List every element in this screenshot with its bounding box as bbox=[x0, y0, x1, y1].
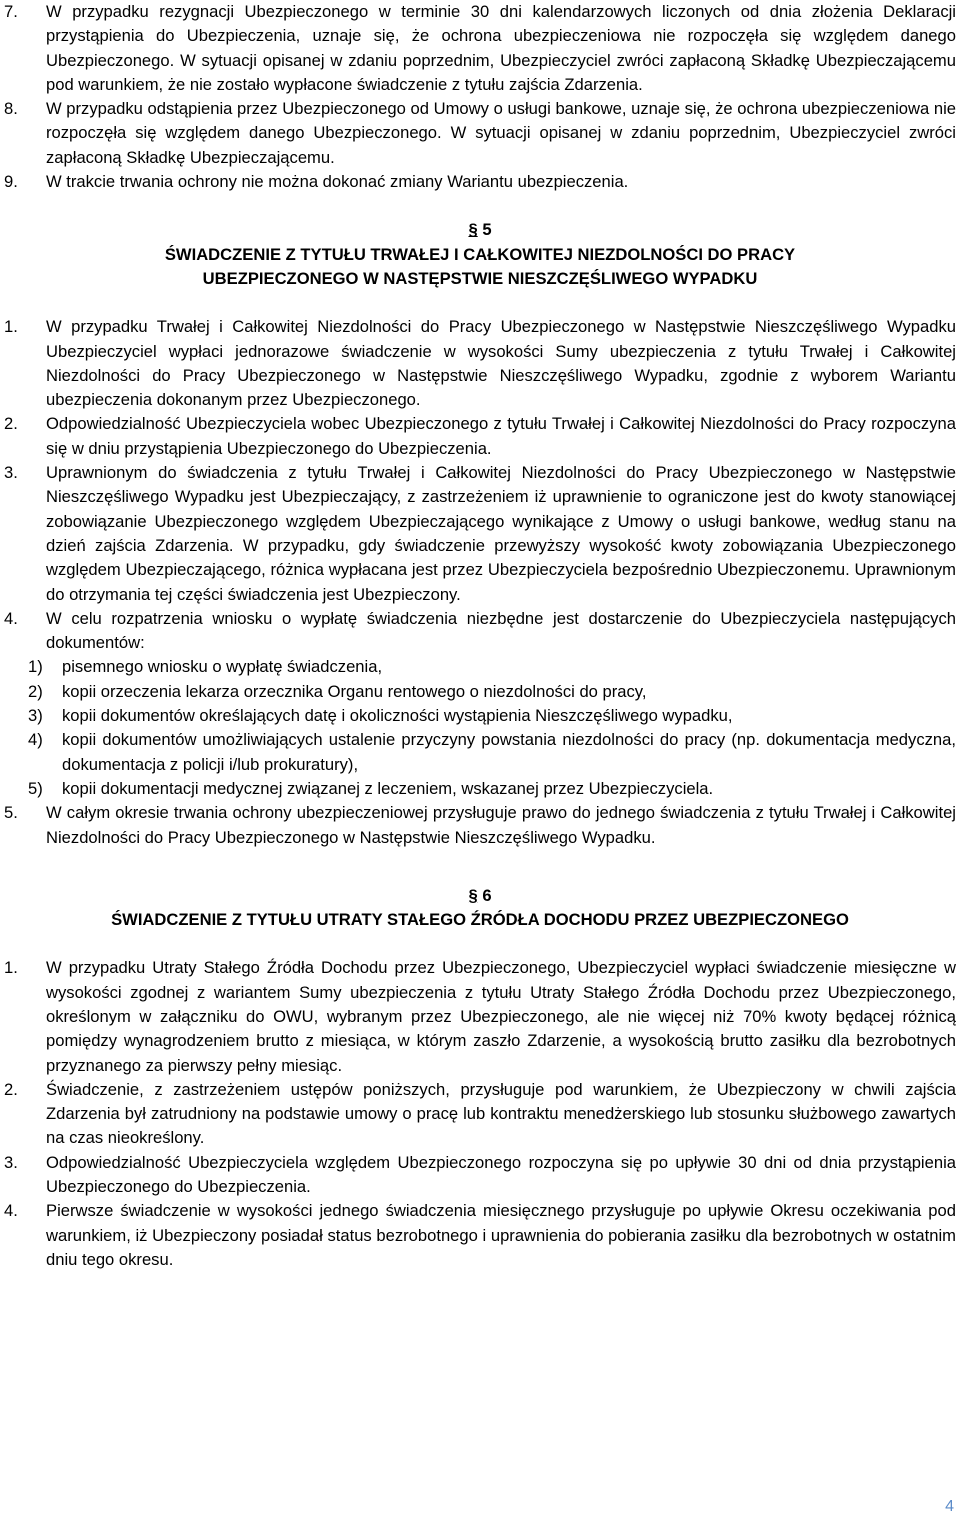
item-text: Pierwsze świadczenie w wysokości jednego świadczenia miesięcznego przysługuje po upływie Okresu oczekiwania pod warunkiem, iż Ubezpieczony posiadał status bezrobotnego i uprawnienia do pobierania zasiłku dla bezrobotnych w ostatnim dniu tego okresu. bbox=[46, 1201, 956, 1269]
section-5-number bbox=[0, 218, 960, 242]
previous-section-items bbox=[0, 0, 960, 194]
item-number: 3. bbox=[4, 463, 18, 483]
item-number: 9. bbox=[4, 172, 18, 192]
list-item bbox=[0, 315, 960, 412]
list-item bbox=[0, 607, 960, 656]
section-5-items bbox=[0, 315, 960, 850]
section-5-heading bbox=[0, 218, 960, 291]
item-number: 7. bbox=[4, 2, 18, 21]
item-text: W trakcie trwania ochrony nie można dokonać zmiany Wariantu ubezpieczenia. bbox=[46, 172, 629, 192]
sub-item-number: 4) bbox=[28, 730, 43, 750]
list-item bbox=[0, 412, 960, 461]
item-number: 8. bbox=[4, 99, 18, 119]
item-number: 4. bbox=[4, 608, 18, 628]
section-number: 6 bbox=[482, 885, 492, 905]
item-number: 2. bbox=[4, 414, 18, 434]
sub-list-item bbox=[0, 777, 960, 801]
list-item bbox=[0, 461, 960, 607]
sub-list-item bbox=[0, 655, 960, 679]
section-5-title-line-1: ŚWIADCZENIE Z TYTUŁU TRWAŁEJ I CAŁKOWITEJ NIEZDOLNOŚCI DO PRACY bbox=[164, 244, 796, 264]
item-text: Uprawnionym do świadczenia z tytułu Trwałej i Całkowitej Niezdolności do Pracy Ubezpieczonego w Następstwie Nieszczęśliwego Wypadku jest Ubezpieczający, z zastrzeżeniem iż uprawnienie to ograniczone jest do kwoty stanowiącej zobowiązanie Ubezpieczonego względem Ubezpieczającego wynikające z Umowy o usługi bankowe, według stanu na dzień zajścia Zdarzenia. W przypadku, gdy świadczenie przewyższy wysokość kwoty zobowiązania Ubezpieczonego względem Ubezpieczającego, różnica wypłacana jest przez Ubezpieczyciela bezpośrednio Ubezpieczonemu. Uprawnionym do otrzymania tej części świadczenia jest Ubezpieczony. bbox=[46, 463, 956, 604]
sub-item-number: 2) bbox=[28, 681, 43, 701]
sub-item-text: pisemnego wniosku o wypłatę świadczenia, bbox=[62, 657, 383, 677]
sub-list-item bbox=[0, 704, 960, 728]
item-number: 5. bbox=[4, 803, 18, 823]
list-item bbox=[0, 97, 960, 170]
item-text: W celu rozpatrzenia wniosku o wypłatę świadczenia niezbędne jest dostarczenie do Ubezpieczyciela następujących dokumentów: bbox=[46, 608, 956, 653]
sub-list-item bbox=[0, 680, 960, 704]
section-6-items bbox=[0, 956, 960, 1272]
sub-item-text: kopii dokumentacji medycznej związanej z leczeniem, wskazanej przez Ubezpieczyciela. bbox=[62, 778, 714, 798]
sub-item-number: 3) bbox=[28, 706, 43, 726]
item-number: 1. bbox=[4, 958, 18, 978]
sub-item-text: kopii orzeczenia lekarza orzecznika Organu rentowego o niezdolności do pracy, bbox=[62, 681, 647, 701]
section-6-heading bbox=[0, 884, 960, 933]
item-text: Odpowiedzialność Ubezpieczyciela wobec Ubezpieczonego z tytułu Trwałej i Całkowitej Niezdolności do Pracy rozpoczyna się w dniu przystąpienia Ubezpieczonego do Ubezpieczenia. bbox=[46, 414, 956, 458]
list-item bbox=[0, 170, 960, 194]
paragraph-sign: § bbox=[468, 220, 478, 240]
item-text: W przypadku odstąpienia przez Ubezpieczonego od Umowy o usługi bankowe, uznaje się, że ochrona ubezpieczeniowa nie rozpoczęła się względem danego Ubezpieczonego. W sytuacji opisanej w zdaniu poprzednim, Ubezpieczyciel zwróci zapłaconą Składkę Ubezpieczającemu. bbox=[46, 99, 956, 167]
list-item bbox=[0, 0, 960, 97]
sub-item-text: kopii dokumentów określających datę i okoliczności wystąpienia Nieszczęśliwego wypadku, bbox=[62, 706, 733, 726]
item-number: 3. bbox=[4, 1152, 18, 1172]
section-6-number bbox=[0, 884, 960, 908]
item-number: 1. bbox=[4, 317, 18, 337]
item-text: Świadczenie, z zastrzeżeniem ustępów poniższych, przysługuje pod warunkiem, że Ubezpieczony w chwili zajścia Zdarzenia był zatrudniony na podstawie umowy o pracę lub kontraktu menedżerskiego lub stosunku służbowego zawartych na czas nieokreślony. bbox=[46, 1079, 956, 1148]
list-item bbox=[0, 956, 960, 1077]
sub-list-item bbox=[0, 728, 960, 777]
item-text: W przypadku Trwałej i Całkowitej Niezdolności do Pracy Ubezpieczonego w Następstwie Nieszczęśliwego Wypadku Ubezpieczyciel wypłaci jednorazowe świadczenie w wysokości Sumy ubezpieczenia z tytułu Trwałej i Całkowitej Niezdolności do Pracy Ubezpieczonego w Następstwie Nieszczęśliwego Wypadku, zgodnie z wyborem Wariantu ubezpieczenia dokonanym przez Ubezpieczonego. bbox=[46, 317, 956, 410]
section-6-title: ŚWIADCZENIE Z TYTUŁU UTRATY STAŁEGO ŹRÓDŁA DOCHODU PRZEZ UBEZPIECZONEGO bbox=[111, 910, 849, 930]
list-item bbox=[0, 801, 960, 850]
item-text: Odpowiedzialność Ubezpieczyciela względem Ubezpieczonego rozpoczyna się po upływie 30 dni od dnia przystąpienia Ubezpieczonego do Ubezpieczenia. bbox=[46, 1152, 956, 1197]
sub-item-number: 1) bbox=[28, 657, 43, 677]
page-number: 4 bbox=[945, 1498, 954, 1515]
list-item bbox=[0, 1151, 960, 1200]
item-text: W przypadku rezygnacji Ubezpieczonego w terminie 30 dni kalendarzowych liczonych od dnia złożenia Deklaracji przystąpienia do Ubezpieczenia, uznaje się, że ochrona ubezpieczeniowa nie rozpoczęła się względem danego Ubezpieczonego. W sytuacji opisanej w zdaniu poprzednim, Ubezpieczyciel zwróci zapłaconą Składkę Ubezpieczającemu pod warunkiem, że nie zostało wypłacone świadczenie z tytułu zajścia Zdarzenia. bbox=[46, 2, 956, 94]
item-number: 4. bbox=[4, 1201, 18, 1221]
sub-item-text: kopii dokumentów umożliwiających ustalenie przyczyny powstania niezdolności do pracy (np. dokumentacja medyczna, dokumentacja z policji i/lub prokuratury), bbox=[62, 730, 956, 774]
item-text: W przypadku Utraty Stałego Źródła Dochodu przez Ubezpieczonego, Ubezpieczyciel wypłaci świadczenie miesięczne w wysokości zgodnej z wariantem Sumy ubezpieczenia z tytułu Utraty Stałego Źródła Dochodu przez Ubezpieczonego, określonym w załączniku do OWU, wybranym przez Ubezpieczonego, ale nie więcej niż 70% kwoty będącej różnicą pomiędzy wynagrodzeniem brutto z miesiąca, w którym zaszło Zdarzenie, a wysokością brutto zasiłku dla bezrobotnych przyznanego za pierwszy pełny miesiąc. bbox=[46, 958, 956, 1075]
item-text: W całym okresie trwania ochrony ubezpieczeniowej przysługuje prawo do jednego świadczenia z tytułu Trwałej i Całkowitej Niezdolności do Pracy Ubezpieczonego w Następstwie Nieszczęśliwego Wypadku. bbox=[46, 803, 956, 847]
list-item bbox=[0, 1078, 960, 1151]
section-number: 5 bbox=[482, 220, 492, 240]
paragraph-sign: § bbox=[468, 885, 478, 905]
item-number: 2. bbox=[4, 1079, 18, 1099]
sub-item-number: 5) bbox=[28, 778, 43, 798]
list-item bbox=[0, 1199, 960, 1272]
section-5-title-line-2: UBEZPIECZONEGO W NASTĘPSTWIE NIESZCZĘŚLIWEGO WYPADKU bbox=[202, 268, 758, 288]
